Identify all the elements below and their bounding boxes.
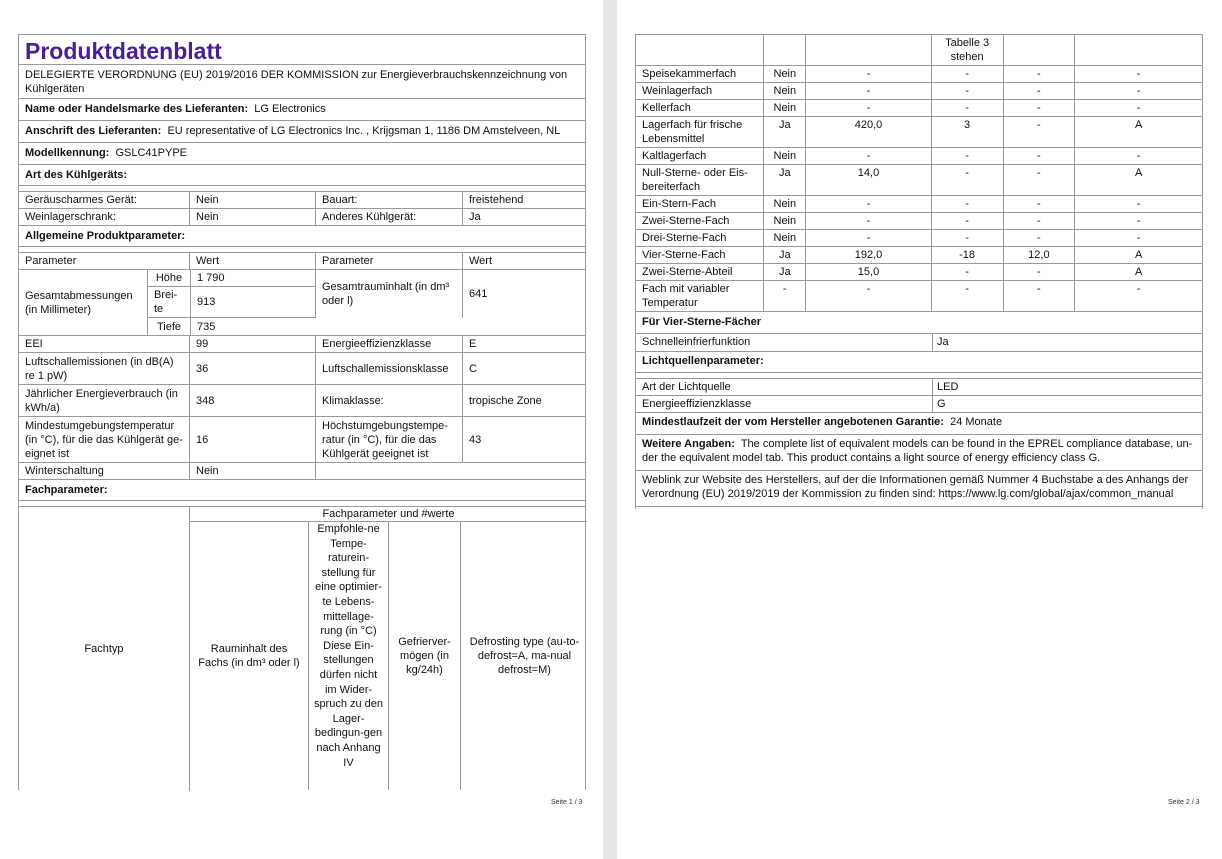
wine-value: Nein	[189, 209, 315, 225]
compartment-defrost: -	[1075, 281, 1202, 312]
compartment-present: Nein	[764, 100, 806, 117]
compartment-name: Weinlagerfach	[636, 83, 764, 100]
compartment-defrost: A	[1075, 165, 1202, 196]
compartment-name: Kellerfach	[636, 100, 764, 117]
min-temp-label: Mindestumgebungstemperatur (in °C), für die das Kühlgerät ge-eignet ist	[25, 419, 183, 460]
eei-label: EEI	[25, 338, 43, 350]
compartment-freeze: -	[1003, 264, 1075, 281]
light-class-label: Energieeffizienzklasse	[642, 398, 752, 410]
compartment-present: Nein	[764, 213, 806, 230]
table-row	[636, 165, 1202, 196]
other-value: Ja	[462, 209, 587, 225]
light-type-value: LED	[932, 379, 958, 396]
compartment-freeze: -	[1003, 83, 1075, 100]
table-row	[636, 66, 1202, 83]
supplier-label: Name oder Handelsmarke des Lieferanten:	[25, 103, 249, 115]
compartment-present: Ja	[764, 247, 806, 264]
table-row	[636, 196, 1202, 213]
depth-label: Tiefe	[156, 320, 182, 333]
max-temp-value: 43	[462, 417, 587, 462]
model-value: GSLC41PYPE	[115, 147, 187, 159]
low-noise-value: Nein	[189, 192, 315, 208]
compartment-name: Null-Sterne- oder Eis-bereiterfach	[636, 165, 764, 196]
compartment-freeze: -	[1003, 148, 1075, 165]
compartment-temp: -	[931, 165, 1003, 196]
annual-value: 348	[189, 385, 315, 416]
winter-value: Nein	[189, 463, 315, 479]
compartment-present: Nein	[764, 148, 806, 165]
table-row	[636, 264, 1202, 281]
supplier-value: LG Electronics	[254, 103, 326, 115]
compartment-temp: -	[931, 264, 1003, 281]
compartment-freeze: -	[1003, 165, 1075, 196]
max-temp-label: Höchstumgebungstempe-ratur (in °C), für die das Kühlgerät geeignet ist	[315, 417, 462, 462]
light-class-value: G	[932, 396, 946, 413]
eclass-label: Energieeffizienzklasse	[315, 336, 462, 352]
compartment-name: Ein-Stern-Fach	[636, 196, 764, 213]
document-title: Produktdatenblatt	[25, 38, 222, 64]
compartment-defrost: A	[1075, 264, 1202, 281]
col-empfohlen: Empfohle-ne Tempe-raturein-stellung für eine optimier-te Lebens-mittellage-rung (in °C) Diese Ein-stellungen dürfen nicht im Wider-spruch zu den Lager-bedingun-gen nach Anhang IV	[308, 522, 388, 790]
width-label: Brei-te	[154, 289, 178, 315]
table-row	[636, 230, 1202, 247]
compartment-volume: 15,0	[806, 264, 931, 281]
compartment-volume: -	[806, 213, 931, 230]
compartment-temp: -	[931, 281, 1003, 312]
compartment-defrost: -	[1075, 213, 1202, 230]
datasheet-table-continued	[635, 34, 1203, 509]
compartment-volume: -	[806, 196, 931, 213]
compartment-freeze: -	[1003, 66, 1075, 83]
col-value-2: Wert	[462, 253, 587, 269]
noise-label: Luftschallemissionen (in dB(A) re 1 pW)	[25, 355, 174, 382]
compartment-defrost: -	[1075, 148, 1202, 165]
compartment-defrost: A	[1075, 247, 1202, 264]
compartment-present: Nein	[764, 83, 806, 100]
volume-label: Gesamtrauminhalt (in dm³ oder l)	[315, 270, 462, 318]
compartment-volume: -	[806, 83, 931, 100]
col-gefrier: Gefrierver-mögen (in kg/24h)	[388, 522, 460, 790]
compartment-temp: -18	[931, 247, 1003, 264]
compartment-temp: -	[931, 66, 1003, 83]
compartment-name: Lagerfach für frische Lebensmittel	[636, 117, 764, 148]
compartment-volume: -	[806, 148, 931, 165]
design-label: Bauart:	[315, 192, 462, 208]
annual-label: Jährlicher Energieverbrauch (in kWh/a)	[25, 387, 178, 414]
height-label: Höhe	[155, 272, 183, 284]
compartment-present: Nein	[764, 66, 806, 83]
table-row	[636, 281, 1202, 312]
design-value: freistehend	[462, 192, 587, 208]
fach-header: Fachparameter und #werte	[190, 507, 587, 522]
address-label: Anschrift des Lieferanten:	[25, 125, 162, 137]
climate-value: tropische Zone	[462, 385, 587, 416]
compartment-name: Zwei-Sterne-Abteil	[636, 264, 764, 281]
col-rauminhalt: Rauminhalt des Fachs (in dm³ oder l)	[198, 643, 300, 669]
compartment-present: Ja	[764, 264, 806, 281]
noise-class-label: Luftschallemissionsklasse	[315, 353, 462, 384]
compartment-freeze: -	[1003, 117, 1075, 148]
height-value: 1 790	[190, 270, 316, 286]
general-heading: Allgemeine Produktparameter:	[25, 230, 186, 242]
table-row	[636, 148, 1202, 165]
compartment-present: Ja	[764, 117, 806, 148]
page-2-footer: Seite 2 / 3	[1168, 799, 1200, 806]
compartment-name: Zwei-Sterne-Fach	[636, 213, 764, 230]
light-type-label: Art der Lichtquelle	[642, 381, 731, 393]
compartment-defrost: -	[1075, 83, 1202, 100]
compartment-temp: -	[931, 83, 1003, 100]
more-info-label: Weitere Angaben:	[642, 438, 735, 450]
col-param: Parameter	[25, 255, 77, 267]
compartment-present: Ja	[764, 165, 806, 196]
model-label: Modellkennung:	[25, 147, 110, 159]
compartment-name: Kaltlagerfach	[636, 148, 764, 165]
compartment-temp: -	[931, 148, 1003, 165]
compartment-freeze: -	[1003, 230, 1075, 247]
compartment-present: -	[764, 281, 806, 312]
compartment-freeze: -	[1003, 281, 1075, 312]
dims-label: Gesamtabmessungen (in Millimeter)	[25, 289, 133, 316]
col-fachtyp: Fachtyp	[84, 643, 124, 655]
page-1-footer: Seite 1 / 3	[551, 799, 583, 806]
page-gap	[603, 0, 617, 859]
compartment-defrost: -	[1075, 100, 1202, 117]
page-1	[0, 0, 603, 859]
table-row	[636, 117, 1202, 148]
compartment-table	[636, 35, 1202, 312]
datasheet-table	[18, 34, 586, 790]
compartment-defrost: -	[1075, 66, 1202, 83]
depth-value: 735	[190, 318, 316, 335]
compartment-volume: 192,0	[806, 247, 931, 264]
compartment-freeze: -	[1003, 100, 1075, 117]
compartment-freeze: -	[1003, 213, 1075, 230]
compartment-present: Nein	[764, 230, 806, 247]
table-row	[636, 100, 1202, 117]
compartment-volume: -	[806, 66, 931, 83]
compartment-freeze: 12,0	[1003, 247, 1075, 264]
compartment-heading: Fachparameter:	[25, 484, 108, 496]
compartment-defrost: -	[1075, 196, 1202, 213]
compartment-temp: -	[931, 196, 1003, 213]
noise-class-value: C	[462, 353, 587, 384]
table-row	[636, 247, 1202, 264]
warranty-label: Mindestlaufzeit der vom Hersteller angebotenen Garantie:	[642, 416, 944, 428]
page-2	[617, 0, 1222, 859]
volume-value: 641	[462, 270, 587, 318]
compartment-defrost: -	[1075, 230, 1202, 247]
noise-value: 36	[189, 353, 315, 384]
compartment-freeze: -	[1003, 196, 1075, 213]
compartment-volume: 14,0	[806, 165, 931, 196]
low-noise-label: Geräuscharmes Gerät:	[25, 194, 137, 206]
compartment-volume: -	[806, 230, 931, 247]
compartment-defrost: A	[1075, 117, 1202, 148]
eclass-value: E	[462, 336, 587, 352]
col-value: Wert	[189, 253, 315, 269]
width-value: 913	[190, 287, 316, 317]
eei-value: 99	[189, 336, 315, 352]
col-defrost: Defrosting type (au-to-defrost=A, ma-nual defrost=M)	[460, 522, 588, 790]
regulation-text: DELEGIERTE VERORDNUNG (EU) 2019/2016 DER KOMMISSION zur Energieverbrauchskennzeichnung von Kühlgeräten	[25, 69, 568, 95]
table-row	[636, 83, 1202, 100]
min-temp-value: 16	[189, 417, 315, 462]
type-heading: Art des Kühlgeräts:	[25, 169, 128, 181]
compartment-volume: 420,0	[806, 117, 931, 148]
light-heading: Lichtquellenparameter:	[636, 352, 1202, 373]
table-3-cell: Tabelle 3 stehen	[931, 35, 1003, 66]
weblink-text: Weblink zur Website des Herstellers, auf der die Informationen gemäß Nummer 4 Buchstabe a des Anhangs der Verordnung (EU) 2019/2019 der Kommission zu finden sind: https://www.lg.com/global/ajax/common_manual	[636, 471, 1202, 507]
other-label: Anderes Kühlgerät:	[315, 209, 462, 225]
address-value: EU representative of LG Electronics Inc. , Krijgsman 1, 1186 DM Amstelveen, NL	[167, 125, 561, 137]
compartment-volume: -	[806, 100, 931, 117]
compartment-temp: -	[931, 230, 1003, 247]
compartment-temp: -	[931, 100, 1003, 117]
compartment-present: Nein	[764, 196, 806, 213]
table-row	[636, 213, 1202, 230]
quick-freeze-value: Ja	[932, 334, 949, 351]
quick-freeze-label: Schnelleinfrierfunktion	[642, 336, 751, 348]
winter-label: Winterschaltung	[25, 465, 104, 477]
compartment-name: Drei-Sterne-Fach	[636, 230, 764, 247]
four-star-heading: Für Vier-Sterne-Fächer	[636, 312, 1202, 334]
compartment-temp: -	[931, 213, 1003, 230]
more-info-value: The complete list of equivalent models can be found in the EPREL compliance database, un-der the equivalent model tab. This product contains a light source of energy efficiency class G.	[642, 438, 1193, 464]
compartment-name: Fach mit variabler Temperatur	[636, 281, 764, 312]
compartment-volume: -	[806, 281, 931, 312]
col-param-2: Parameter	[315, 253, 462, 269]
warranty-value: 24 Monate	[950, 416, 1003, 428]
compartment-temp: 3	[931, 117, 1003, 148]
wine-label: Weinlagerschrank:	[25, 211, 116, 223]
climate-label: Klimaklasse:	[315, 385, 462, 416]
compartment-name: Vier-Sterne-Fach	[636, 247, 764, 264]
compartment-name: Speisekammerfach	[636, 66, 764, 83]
